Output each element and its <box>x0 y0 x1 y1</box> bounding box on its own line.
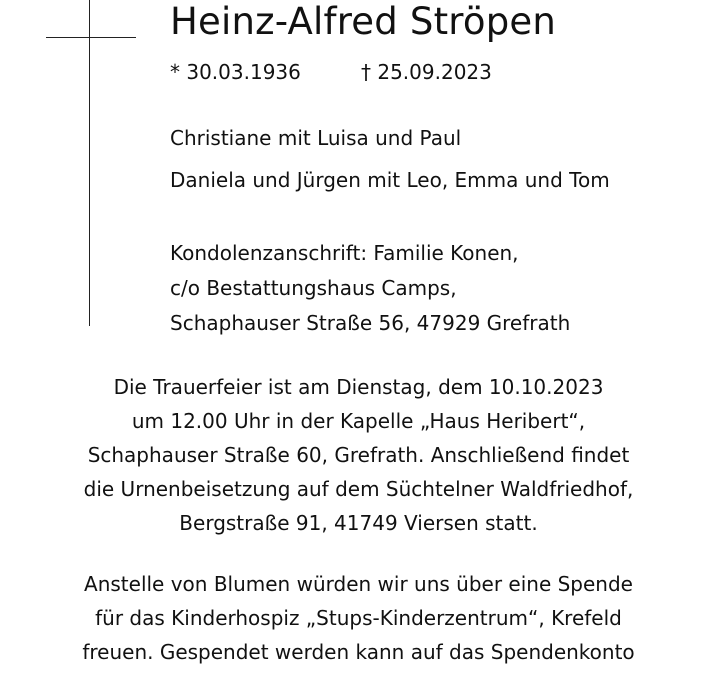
address-line: Kondolenzanschrift: Familie Konen, <box>170 241 519 265</box>
donation-line: für das Kinderhospiz „Stups-Kinderzentrum“, Krefeld <box>95 606 622 630</box>
ceremony-line: Die Trauerfeier ist am Dienstag, dem 10.10.2023 <box>113 375 604 399</box>
death-date: † 25.09.2023 <box>361 60 492 84</box>
ceremony-line: um 12.00 Uhr in der Kapelle „Haus Heribert“, <box>131 409 586 433</box>
deceased-name: Heinz-Alfred Ströpen <box>170 0 557 43</box>
cross-horizontal-line <box>46 37 136 38</box>
ceremony-line: Schaphauser Straße 60, Grefrath. Anschließend findet <box>87 443 630 467</box>
address-line: Schaphauser Straße 56, 47929 Grefrath <box>170 311 571 335</box>
family-line: Christiane mit Luisa und Paul <box>170 126 462 150</box>
family-line: Daniela und Jürgen mit Leo, Emma und Tom <box>170 168 610 192</box>
condolence-address <box>170 236 570 341</box>
cross-vertical-line <box>89 0 90 326</box>
donation-line: freuen. Gespendet werden kann auf das Spendenkonto <box>82 640 635 664</box>
donation-line: Anstelle von Blumen würden wir uns über eine Spende <box>84 572 633 596</box>
address-line: c/o Bestattungshaus Camps, <box>170 276 457 300</box>
ceremony-line: Bergstraße 91, 41749 Viersen statt. <box>179 511 538 535</box>
ceremony-line: die Urnenbeisetzung auf dem Süchtelner Waldfriedhof, <box>83 477 634 501</box>
ceremony-paragraph <box>0 370 717 540</box>
birth-date: * 30.03.1936 <box>170 60 301 84</box>
donation-paragraph <box>0 567 717 669</box>
